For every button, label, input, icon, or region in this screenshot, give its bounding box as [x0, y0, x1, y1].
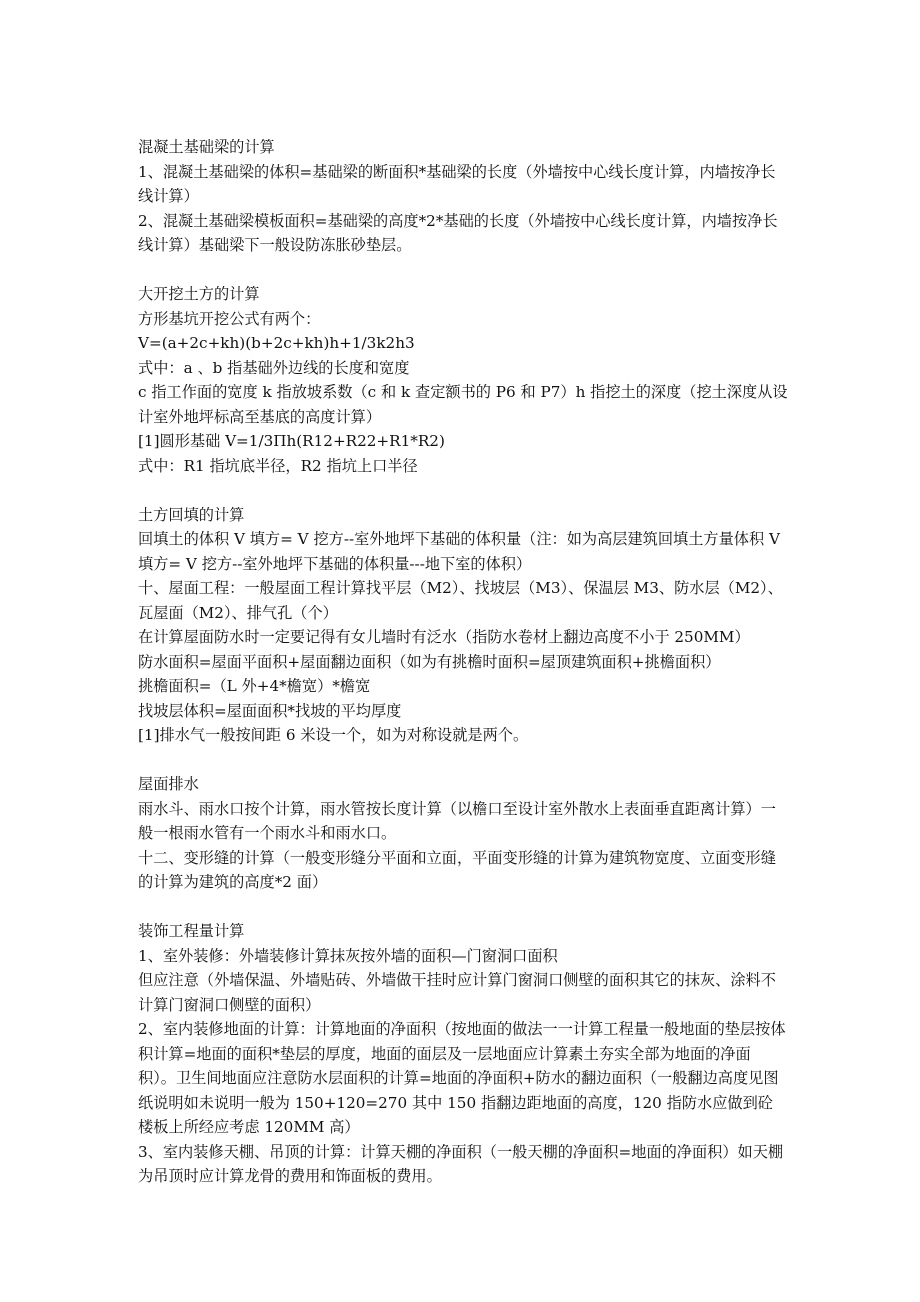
paragraph: 2、混凝土基础梁模板面积=基础梁的高度*2*基础的长度（外墙按中心线长度计算，内墙按净长线计算）基础梁下一般设防冻胀砂垫层。	[138, 211, 778, 254]
paragraph: 但应注意（外墙保温、外墙贴砖、外墙做干挂时应计算门窗洞口侧壁的面积其它的抹灰、涂料不计算门窗洞口侧壁的面积）	[138, 971, 776, 1014]
paragraph: 方形基坑开挖公式有两个：	[138, 309, 321, 328]
section-title: 大开挖土方的计算	[138, 285, 260, 303]
paragraph: 十、屋面工程：一般屋面工程计算找平层（M2）、找坡层（M3）、保温层 M3、防水层（M2）、瓦屋面（M2）、排气孔（个）	[138, 579, 783, 622]
paragraph: 十二、变形缝的计算（一般变形缝分平面和立面，平面变形缝的计算为建筑物宽度、立面变形缝的计算为建筑的高度*2 面）	[138, 848, 776, 891]
section-beam	[138, 135, 788, 258]
paragraph: 回填土的体积 V 填方= V 挖方--室外地坪下基础的体积量（注：如为高层建筑回填土方量体积 V 填方= V 挖方--室外地坪下基础的体积量---地下室的体积）	[138, 530, 780, 573]
paragraph: 找坡层体积=屋面面积*找坡的平均厚度	[138, 701, 402, 720]
paragraph: 1、混凝土基础梁的体积=基础梁的断面积*基础梁的长度（外墙按中心线长度计算，内墙按净长线计算）	[138, 162, 776, 205]
document-body	[138, 135, 788, 1213]
section-title: 土方回填的计算	[138, 505, 245, 524]
paragraph: 3、室内装修天棚、吊顶的计算：计算天棚的净面积（一般天棚的净面积=地面的净面积）如天棚为吊顶时应计算龙骨的费用和饰面板的费用。	[138, 1142, 784, 1185]
paragraph: 防水面积=屋面平面积+屋面翻边面积（如为有挑檐时面积=屋顶建筑面积+挑檐面积）	[138, 652, 721, 671]
section-decoration	[138, 919, 788, 1189]
section-drainage	[138, 772, 788, 895]
paragraph: 挑檐面积=（L 外+4*檐宽）*檐宽	[138, 677, 371, 695]
paragraph: 1、室外装修：外墙装修计算抹灰按外墙的面积—门窗洞口面积	[138, 946, 558, 965]
formula: [1]圆形基础 V=1/3Πh(R12+R22+R1*R2)	[138, 432, 445, 450]
paragraph: [1]排水气一般按间距 6 米设一个，如为对称设就是两个。	[138, 726, 529, 744]
paragraph: 在计算屋面防水时一定要记得有女儿墙时有泛水（指防水卷材上翻边高度不小于 250MM）	[138, 628, 750, 646]
paragraph: 2、室内装修地面的计算：计算地面的净面积（按地面的做法一一计算工程量一般地面的垫层按体积计算=地面的面积*垫层的厚度，地面的面层及一层地面应计算素土夯实全部为地面的净面积）。卫生间地面应注意防水层面积的计算=地面的净面积+防水的翻边面积（一般翻边高度见图纸说明如未说明一般为 150+120=270 其中 150 指翻边距地面的高度，120 指防水应做到砼楼板上所经应考虑 120MM 高）	[138, 1020, 786, 1136]
paragraph: c 指工作面的宽度 k 指放坡系数（c 和 k 查定额书的 P6 和 P7）h 指挖土的深度（挖土深度从设计室外地坪标高至基底的高度计算）	[138, 383, 788, 426]
section-title: 屋面排水	[138, 775, 199, 793]
section-excavation	[138, 282, 788, 478]
section-backfill	[138, 503, 788, 748]
paragraph: 式中：R1 指坑底半径，R2 指坑上口半径	[138, 456, 418, 475]
section-title: 混凝土基础梁的计算	[138, 138, 275, 156]
section-title: 装饰工程量计算	[138, 922, 245, 940]
paragraph: 雨水斗、雨水口按个计算，雨水管按长度计算（以檐口至设计室外散水上表面垂直距离计算）一般一根雨水管有一个雨水斗和雨水口。	[138, 799, 776, 842]
paragraph: 式中：a 、b 指基础外边线的长度和宽度	[138, 358, 410, 377]
formula: V=(a+2c+kh)(b+2c+kh)h+1/3k2h3	[138, 334, 415, 352]
